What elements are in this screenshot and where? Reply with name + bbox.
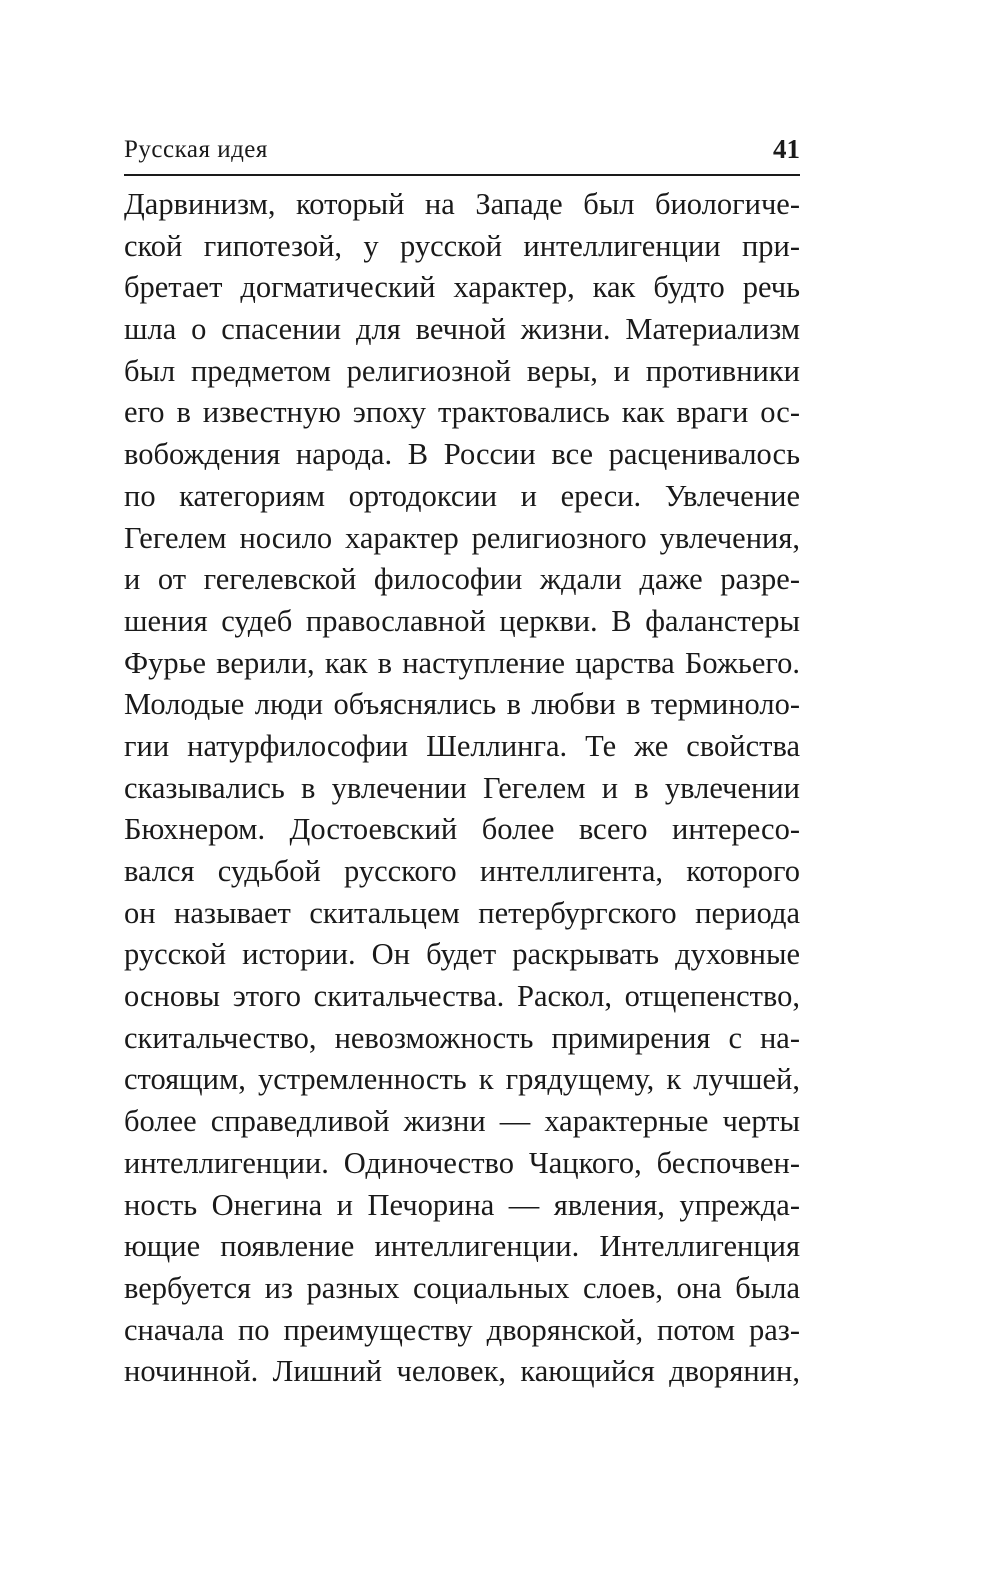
text-line: основы этого скитальчества. Раскол, отщепенство, [124, 979, 800, 1014]
text-line: и от гегелевской философии ждали даже разре- [124, 562, 800, 597]
text-line: Гегелем носило характер религиозного увлечения, [124, 520, 800, 555]
text-line: ской гипотезой, у русской интеллигенции при- [124, 228, 800, 263]
text-line: Бюхнером. Достоевский более всего интересо- [124, 812, 800, 847]
text-line: был предметом религиозной веры, и противники [124, 353, 800, 388]
text-line: шения судеб православной церкви. В фаланстеры [124, 603, 800, 638]
text-line: гии натурфилософии Шеллинга. Те же свойства [124, 728, 800, 763]
text-line: более справедливой жизни — характерные черты [124, 1104, 800, 1139]
text-line: интеллигенции. Одиночество Чацкого, беспочвен- [124, 1145, 800, 1180]
text-line: Дарвинизм, который на Западе был биологиче- [124, 187, 800, 221]
text-line: ность Онегина и Печорина — явления, упрежда- [124, 1187, 800, 1222]
text-line: он называет скитальцем петербургского периода [124, 895, 800, 930]
text-line: вался судьбой русского интеллигента, которого [124, 854, 800, 888]
text-line: шла о спасении для вечной жизни. Материализм [124, 312, 800, 347]
text-line: сказывались в увлечении Гегелем и в увлечении [124, 770, 800, 805]
running-header [124, 126, 800, 176]
text-line: по категориям ортодоксии и ереси. Увлечение [124, 478, 800, 513]
text-line: ночинной. Лишний человек, кающийся дворянин, [124, 1354, 800, 1389]
text-line: русской истории. Он будет раскрывать духовные [124, 937, 800, 972]
text-line: сначала по преимуществу дворянской, потом раз- [124, 1312, 800, 1347]
text-line: его в известную эпоху трактовались как враги ос- [124, 395, 800, 430]
text-line: бретает догматический характер, как будто речь [124, 270, 800, 305]
page-number: 41 [773, 134, 800, 164]
text-line: Молодые люди объяснялись в любви в терминоло- [124, 687, 800, 722]
text-line: Фурье верили, как в наступление царства Божьего. [124, 645, 800, 680]
text-line: вобождения народа. В России все расценивалось [124, 437, 800, 472]
text-line: ющие появление интеллигенции. Интеллигенция [124, 1229, 800, 1264]
body-text [124, 184, 800, 1393]
text-line: скитальчество, невозможность примирения с на- [124, 1020, 800, 1055]
text-line: вербуется из разных социальных слоев, она была [124, 1270, 800, 1305]
text-line: стоящим, устремленность к грядущему, к лучшей, [124, 1062, 800, 1097]
running-header-title: Русская идея [124, 136, 268, 163]
